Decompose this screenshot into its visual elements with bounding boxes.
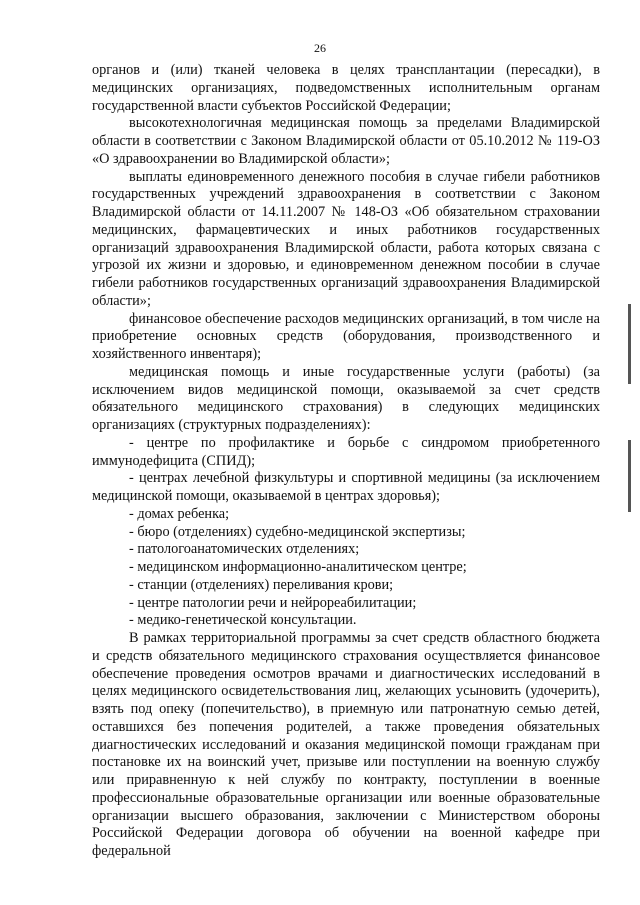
paragraph: медицинская помощь и иные государственные услуги (работы) (за исключением видов медицинской помощи, оказываемой за счет средств обязательного медицинского страхования) в следующих медицинских организациях (структурных подразделениях): [92, 363, 600, 433]
list-item: - домах ребенка; [129, 505, 230, 522]
list-item: - патологоанатомических отделениях; [129, 541, 360, 558]
paragraph: органов и (или) тканей человека в целях трансплантации (пересадки), в медицинских организациях, подведомственных исполнительным органам государственной власти субъектов Российской Федерации; [92, 62, 600, 114]
scan-edge-mark [628, 304, 631, 384]
list-item: - бюро (отделениях) судебно-медицинской экспертизы; [129, 523, 466, 540]
document-body [92, 62, 600, 861]
paragraph: выплаты единовременного денежного пособия в случае гибели работников государственных учреждений здравоохранения в соответствии с Законом Владимирской области от 14.11.2007 № 148-ОЗ «Об обязательном страховании медицинских, фармацевтических и иных работников государственных организаций здравоохранения Владимирской области, работа которых связана с угрозой их жизни и здоровью, и единовременном денежном пособии в случае гибели работников государственных организаций здравоохранения Владимирской области»; [92, 168, 600, 309]
paragraph: высокотехнологичная медицинская помощь за пределами Владимирской области в соответствии с Законом Владимирской области от 05.10.2012 № 119-ОЗ «О здравоохранении во Владимирской области»; [92, 115, 600, 167]
page-number: 26 [314, 41, 326, 55]
list-item: - центре патологии речи и нейрореабилитации; [129, 594, 417, 611]
paragraph: В рамках территориальной программы за счет средств областного бюджета и средств обязательного медицинского страхования осуществляется финансовое обеспечение проведения осмотров врачами и диагностических исследований в целях медицинского освидетельствования лиц, желающих усыновить (удочерить), взять под опеку (попечительство), в приемную или патронатную семью детей, оставшихся без попечения родителей, а также проведения обязательных диагностических исследований и оказания медицинской помощи гражданам при постановке их на воинский учет, призыве или поступлении на военную службу или приравненную к ней службу по контракту, поступлении в военные профессиональные образовательные организации или военные образовательные организации высшего образования, заключении с Министерством обороны Российской Федерации договора об обучении на военной кафедре при федеральной [92, 630, 600, 859]
paragraph: финансовое обеспечение расходов медицинских организаций, в том числе на приобретение основных средств (оборудования, производственного и хозяйственного инвентаря); [92, 310, 600, 362]
scan-edge-mark [628, 440, 631, 512]
list-item: - станции (отделениях) переливания крови; [129, 576, 394, 593]
list-item: - центре по профилактике и борьбе с синдромом приобретенного иммунодефицита (СПИД); [92, 434, 600, 469]
list-item: - центрах лечебной физкультуры и спортивной медицины (за исключением медицинской помощи, оказываемой в центрах здоровья); [92, 470, 600, 504]
list-item: - медицинском информационно-аналитическом центре; [129, 559, 467, 575]
list-item: - медико-генетической консультации. [129, 612, 357, 629]
